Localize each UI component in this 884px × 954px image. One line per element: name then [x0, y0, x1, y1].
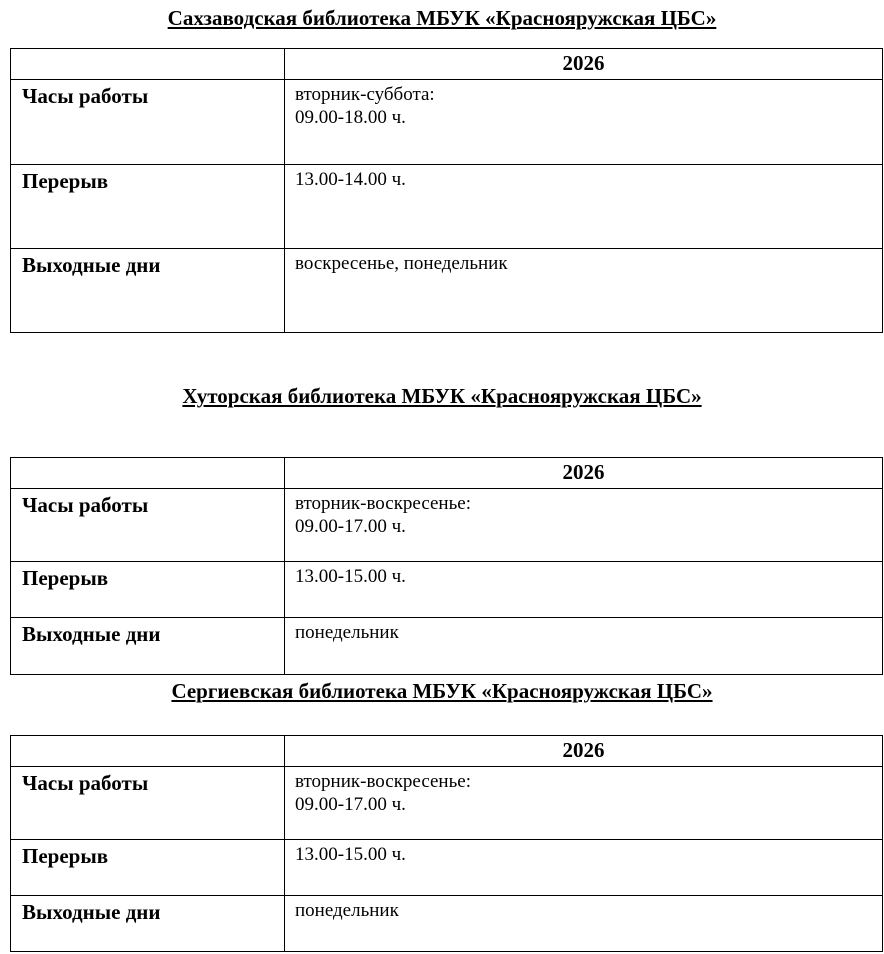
table-row — [11, 165, 883, 249]
schedule-table — [10, 735, 883, 952]
row-value — [285, 840, 883, 896]
library-title: Хуторская библиотека МБУК «Краснояружская ЦБС» — [182, 384, 702, 408]
row-label: Перерыв — [11, 562, 285, 618]
row-label: Часы работы — [11, 489, 285, 562]
table-row — [11, 80, 883, 165]
value-line: 09.00-17.00 ч. — [295, 516, 406, 537]
empty-header-cell — [11, 458, 285, 489]
value-line: 13.00-15.00 ч. — [295, 566, 406, 587]
schedule-table — [10, 48, 883, 333]
table-row — [11, 489, 883, 562]
value-line: 13.00-15.00 ч. — [295, 844, 406, 865]
table-row — [11, 767, 883, 840]
empty-header-cell — [11, 49, 285, 80]
row-label: Перерыв — [11, 165, 285, 249]
value-line: воскресенье, понедельник — [295, 253, 508, 274]
table-row — [11, 896, 883, 952]
library-title: Сергиевская библиотека МБУК «Краснояружская ЦБС» — [171, 679, 713, 703]
value-line: 09.00-18.00 ч. — [295, 107, 406, 128]
row-value — [285, 489, 883, 562]
library-title: Сахзаводская библиотека МБУК «Краснояружская ЦБС» — [167, 6, 717, 30]
table-row — [11, 840, 883, 896]
value-line: понедельник — [295, 622, 399, 643]
row-label: Выходные дни — [11, 618, 285, 675]
row-value — [285, 896, 883, 952]
row-label: Выходные дни — [11, 249, 285, 333]
table-header-row — [11, 458, 883, 489]
value-line: вторник-воскресенье: — [295, 771, 471, 792]
row-label: Выходные дни — [11, 896, 285, 952]
year-header: 2026 — [285, 736, 883, 767]
row-value — [285, 80, 883, 165]
table-row — [11, 562, 883, 618]
row-value — [285, 562, 883, 618]
row-label: Часы работы — [11, 80, 285, 165]
table-header-row — [11, 736, 883, 767]
value-line: 09.00-17.00 ч. — [295, 794, 406, 815]
row-value — [285, 165, 883, 249]
value-line: 13.00-14.00 ч. — [295, 169, 406, 190]
year-header: 2026 — [285, 49, 883, 80]
row-value — [285, 618, 883, 675]
table-header-row — [11, 49, 883, 80]
row-value — [285, 767, 883, 840]
value-line: вторник-суббота: — [295, 84, 435, 105]
table-row — [11, 249, 883, 333]
value-line: понедельник — [295, 900, 399, 921]
empty-header-cell — [11, 736, 285, 767]
year-header: 2026 — [285, 458, 883, 489]
schedule-table — [10, 457, 883, 675]
row-value — [285, 249, 883, 333]
row-label: Перерыв — [11, 840, 285, 896]
table-row — [11, 618, 883, 675]
value-line: вторник-воскресенье: — [295, 493, 471, 514]
row-label: Часы работы — [11, 767, 285, 840]
